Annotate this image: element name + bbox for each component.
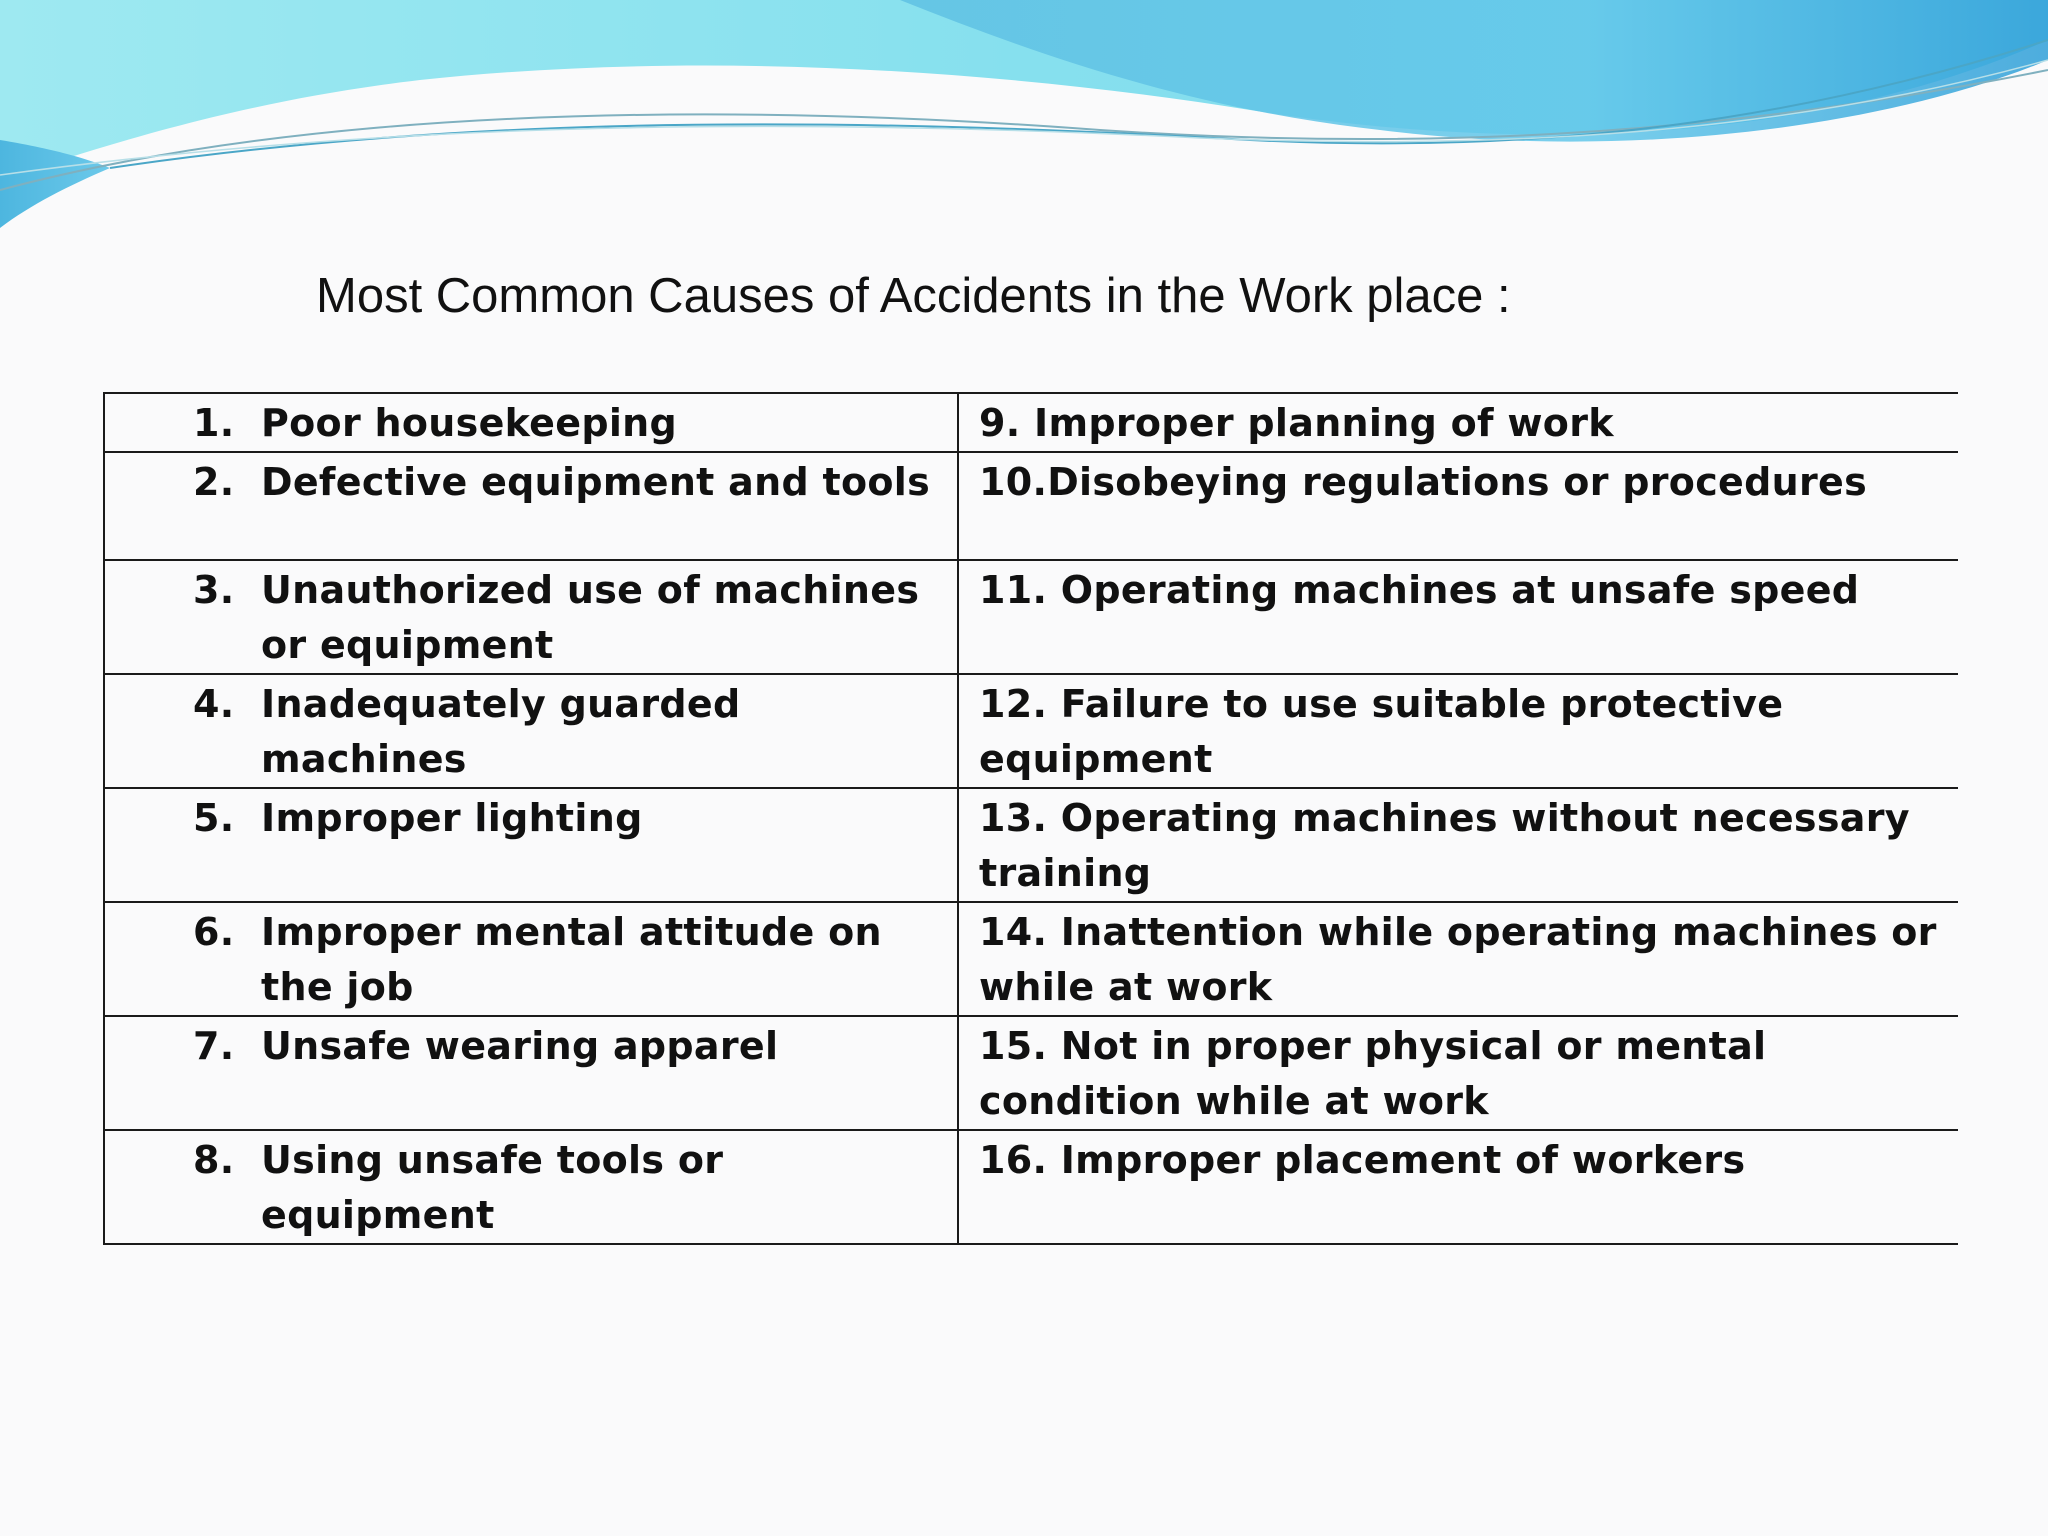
cause-text: 16. Improper placement of workers xyxy=(979,1138,1746,1182)
right-cell xyxy=(958,393,1958,452)
left-cell xyxy=(104,788,958,902)
left-cell xyxy=(104,1016,958,1130)
left-cell xyxy=(104,674,958,788)
left-cell xyxy=(104,393,958,452)
table-row xyxy=(104,902,1958,1016)
right-cell xyxy=(958,902,1958,1016)
right-cell xyxy=(958,1016,1958,1130)
right-cell xyxy=(958,560,1958,674)
table-row xyxy=(104,393,1958,452)
left-cell xyxy=(104,560,958,674)
cause-text: Unsafe wearing apparel xyxy=(261,1024,779,1068)
item-number: 8. xyxy=(193,1138,235,1182)
cause-text: Improper mental attitude on the job xyxy=(261,910,882,1009)
cause-text: Inadequately guarded machines xyxy=(261,682,741,781)
cause-text: 14. Inattention while operating machines or while at work xyxy=(979,910,1937,1009)
item-number: 6. xyxy=(193,910,235,954)
item-number: 4. xyxy=(193,682,235,726)
left-cell xyxy=(104,452,958,560)
right-cell xyxy=(958,452,1958,560)
item-number: 5. xyxy=(193,796,235,840)
left-cell xyxy=(104,902,958,1016)
table-row xyxy=(104,1130,1958,1244)
wave-header-decoration xyxy=(0,0,2048,240)
right-cell xyxy=(958,674,1958,788)
item-number: 3. xyxy=(193,568,235,612)
item-number: 7. xyxy=(193,1024,235,1068)
cause-text: 11. Operating machines at unsafe speed xyxy=(979,568,1860,612)
item-number: 1. xyxy=(193,401,235,445)
cause-text: 9. Improper planning of work xyxy=(979,401,1614,445)
item-number: 2. xyxy=(193,460,235,504)
cause-text: 10.Disobeying regulations or procedures xyxy=(979,460,1868,504)
table-row xyxy=(104,1016,1958,1130)
table-row xyxy=(104,674,1958,788)
table-row xyxy=(104,560,1958,674)
cause-text: Poor housekeeping xyxy=(261,401,678,445)
causes-table xyxy=(103,392,1958,1245)
cause-text: Unauthorized use of machines or equipment xyxy=(261,568,920,667)
left-cell xyxy=(104,1130,958,1244)
right-cell xyxy=(958,1130,1958,1244)
cause-text: Improper lighting xyxy=(261,796,643,840)
cause-text: 15. Not in proper physical or mental condition while at work xyxy=(979,1024,1767,1123)
cause-text: 13. Operating machines without necessary training xyxy=(979,796,1910,895)
cause-text: 12. Failure to use suitable protective equipment xyxy=(979,682,1784,781)
cause-text: Defective equipment and tools xyxy=(261,460,931,504)
table-row xyxy=(104,788,1958,902)
table-row xyxy=(104,452,1958,560)
right-cell xyxy=(958,788,1958,902)
slide-title: Most Common Causes of Accidents in the Work place : xyxy=(316,269,1511,323)
cause-text: Using unsafe tools or equipment xyxy=(261,1138,724,1237)
